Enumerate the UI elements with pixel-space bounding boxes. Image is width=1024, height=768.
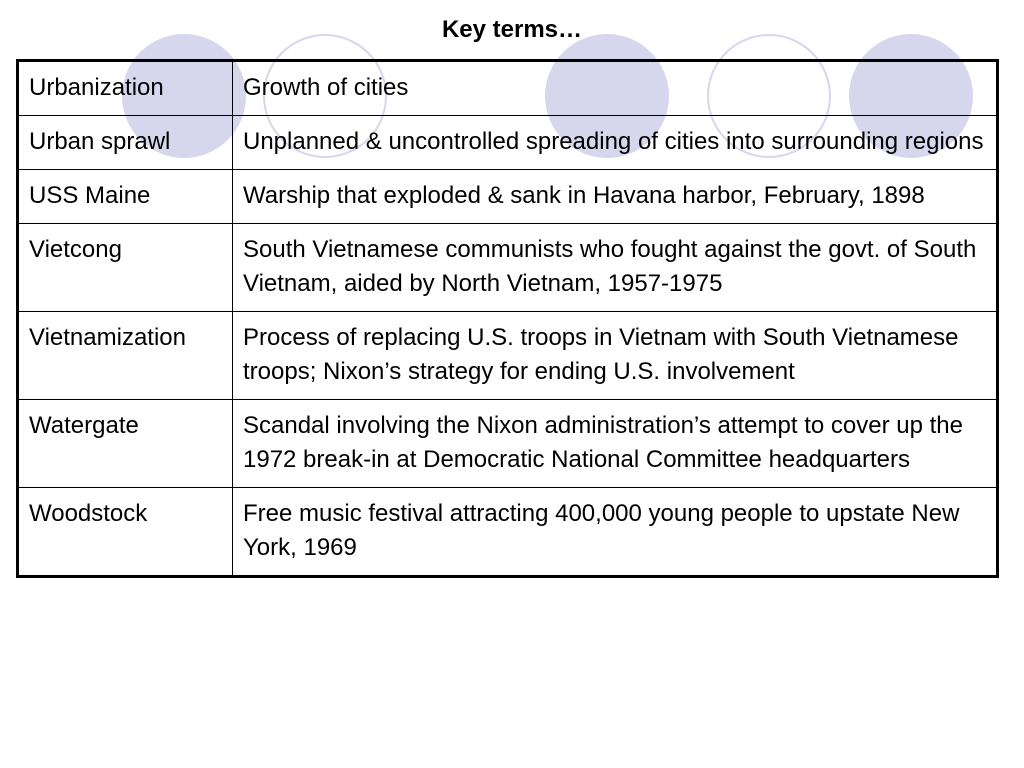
definition-cell: Process of replacing U.S. troops in Vietnam with South Vietnamese troops; Nixon’s strategy for ending U.S. involvement bbox=[233, 312, 998, 400]
table-row bbox=[18, 61, 998, 116]
definition-cell: Growth of cities bbox=[233, 61, 998, 116]
term-cell: Watergate bbox=[18, 400, 233, 488]
key-terms-table bbox=[16, 59, 999, 578]
table-row bbox=[18, 312, 998, 400]
definition-cell: Free music festival attracting 400,000 young people to upstate New York, 1969 bbox=[233, 488, 998, 577]
term-cell: Urbanization bbox=[18, 61, 233, 116]
slide-title: Key terms… bbox=[441, 16, 583, 43]
table-row bbox=[18, 170, 998, 224]
table-row bbox=[18, 488, 998, 577]
term-cell: USS Maine bbox=[18, 170, 233, 224]
definition-cell: Scandal involving the Nixon administration’s attempt to cover up the 1972 break-in at Democratic National Committee headquarters bbox=[233, 400, 998, 488]
table-row bbox=[18, 224, 998, 312]
definition-cell: Unplanned & uncontrolled spreading of cities into surrounding regions bbox=[233, 116, 998, 170]
term-cell: Woodstock bbox=[18, 488, 233, 577]
term-cell: Vietcong bbox=[18, 224, 233, 312]
term-cell: Urban sprawl bbox=[18, 116, 233, 170]
table-row bbox=[18, 400, 998, 488]
definition-cell: Warship that exploded & sank in Havana harbor, February, 1898 bbox=[233, 170, 998, 224]
term-cell: Vietnamization bbox=[18, 312, 233, 400]
table-row bbox=[18, 116, 998, 170]
definition-cell: South Vietnamese communists who fought against the govt. of South Vietnam, aided by North Vietnam, 1957-1975 bbox=[233, 224, 998, 312]
